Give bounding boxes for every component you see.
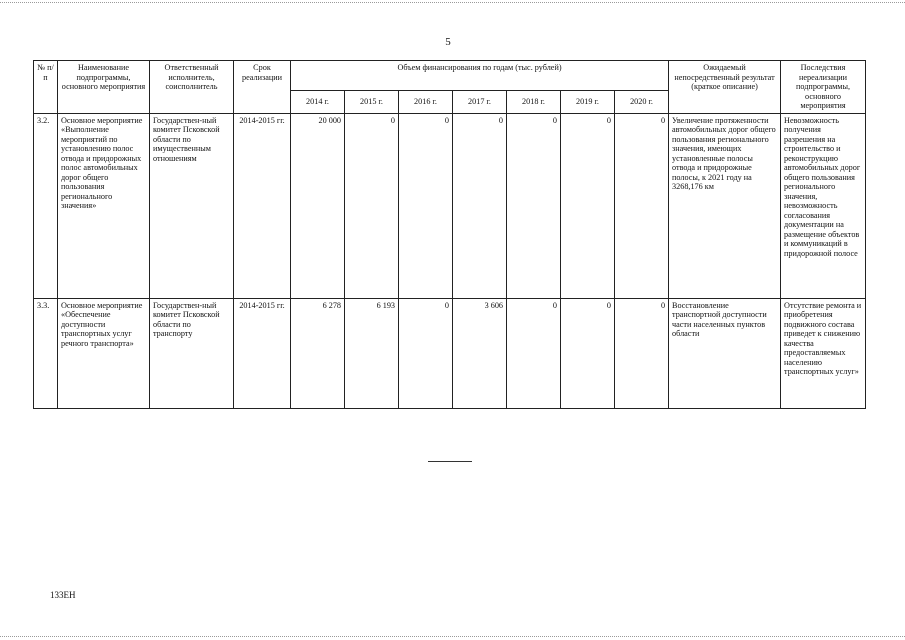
row-value-2019: 0 <box>561 298 615 408</box>
row-name: Основное мероприятие «Выполнение мероприятий по установлению полос отвода и придорожных полос автомобильных дорог общего пользования регионального значения» <box>58 113 150 298</box>
row-value-2014: 6 278 <box>291 298 345 408</box>
row-term: 2014-2015 гг. <box>234 113 291 298</box>
row-responsible: Государствен-ный комитет Псковской области по имущественным отношениям <box>150 113 234 298</box>
row-value-2015: 0 <box>345 113 399 298</box>
row-num: 3.2. <box>34 113 58 298</box>
page-number: 5 <box>445 36 451 48</box>
col-header-funding: Объем финансирования по годам (тыс. рублей) <box>291 61 669 91</box>
col-header-consequences: Последствия нереализации подпрограммы, основного мероприятия <box>781 61 866 114</box>
row-value-2015: 6 193 <box>345 298 399 408</box>
row-value-2016: 0 <box>399 298 453 408</box>
row-result: Восстановление транспортной доступности части населенных пунктов области <box>669 298 781 408</box>
row-value-2014: 20 000 <box>291 113 345 298</box>
table-row <box>34 298 866 408</box>
row-term: 2014-2015 гг. <box>234 298 291 408</box>
row-consequences: Невозможность получения разрешения на строительство и реконструкцию автомобильных дорог общего пользования регионального значения, невозможность согласования документации на размещение объектов и коммуникаций в придорожной полосе <box>781 113 866 298</box>
scan-edge-bottom <box>0 636 905 637</box>
row-value-2020: 0 <box>615 298 669 408</box>
row-responsible: Государствен-ный комитет Псковской области по транспорту <box>150 298 234 408</box>
col-header-year: 2016 г. <box>399 90 453 113</box>
col-header-year: 2019 г. <box>561 90 615 113</box>
col-header-responsible: Ответственный исполнитель, соисполнитель <box>150 61 234 114</box>
col-header-name: Наименование подпрограммы, основного мероприятия <box>58 61 150 114</box>
scan-edge-top <box>0 2 905 3</box>
header-row <box>34 61 866 91</box>
row-name: Основное мероприятие «Обеспечение доступности транспортных услуг речного транспорта» <box>58 298 150 408</box>
funding-table <box>33 60 866 409</box>
footer-code: 133ЕН <box>50 590 76 600</box>
row-value-2019: 0 <box>561 113 615 298</box>
col-header-year: 2018 г. <box>507 90 561 113</box>
row-value-2017: 0 <box>453 113 507 298</box>
row-value-2017: 3 606 <box>453 298 507 408</box>
col-header-year: 2014 г. <box>291 90 345 113</box>
col-header-year: 2015 г. <box>345 90 399 113</box>
row-result: Увеличение протяженности автомобильных дорог общего пользования регионального значения, имеющих установленные полосы отвода и придорожные полосы, к 2021 году на 3268,176 км <box>669 113 781 298</box>
col-header-term: Срок реализации <box>234 61 291 114</box>
row-value-2016: 0 <box>399 113 453 298</box>
table-row <box>34 113 866 298</box>
row-num: 3.3. <box>34 298 58 408</box>
row-value-2018: 0 <box>507 113 561 298</box>
row-value-2018: 0 <box>507 298 561 408</box>
section-divider <box>428 461 472 462</box>
col-header-result: Ожидаемый непосредственный результат (краткое описание) <box>669 61 781 114</box>
col-header-year: 2017 г. <box>453 90 507 113</box>
row-consequences: Отсутствие ремонта и приобретения подвижного состава приведет к снижению качества предоставляемых населению транспортных услуг» <box>781 298 866 408</box>
row-value-2020: 0 <box>615 113 669 298</box>
col-header-year: 2020 г. <box>615 90 669 113</box>
col-header-num: № п/п <box>34 61 58 114</box>
